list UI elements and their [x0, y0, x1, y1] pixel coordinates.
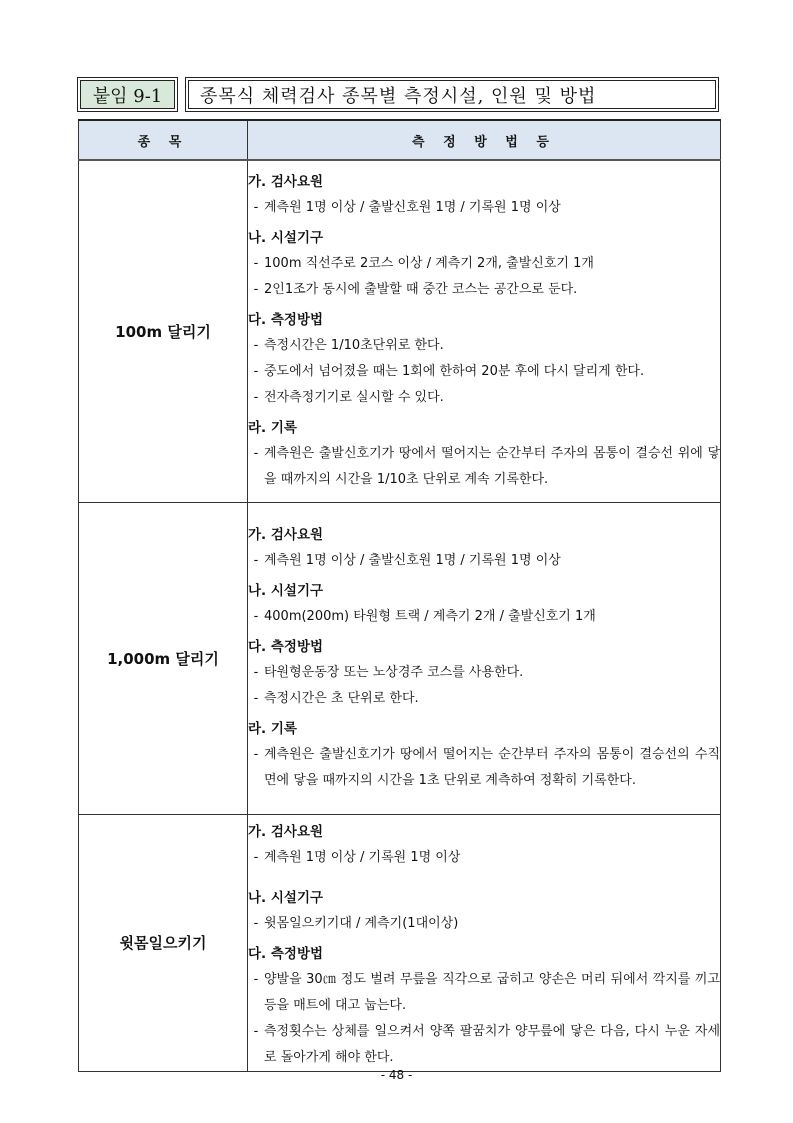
- page-number: - 48 -: [380, 1068, 413, 1082]
- title-box: [77, 77, 597, 114]
- list-item: - 계측원 1명 이상 / 출발신호원 1명 / 기록원 1명 이상: [253, 553, 561, 568]
- section-heading: 다. 측정방법: [248, 945, 324, 962]
- list-item: - 계측원 1명 이상 / 출발신호원 1명 / 기록원 1명 이상: [253, 200, 561, 216]
- list-item: - 측정시간은 초 단위로 한다.: [253, 691, 419, 706]
- attachment-tag: 붙임 9-1: [77, 77, 178, 112]
- section-heading: 나. 시설기구: [248, 583, 324, 599]
- event-name: 1,000m 달리기: [79, 502, 248, 814]
- event-name: 100m 달리기: [79, 160, 248, 502]
- table-row: [79, 160, 721, 502]
- section-heading: 다. 측정방법: [248, 312, 324, 329]
- event-name: 윗몸일으키기: [79, 814, 248, 1071]
- section-heading: 가. 검사요원: [248, 823, 324, 840]
- table-header-row: [79, 120, 721, 160]
- list-item: - 계측원 1명 이상 / 기록원 1명 이상: [253, 849, 461, 865]
- table-row: [79, 814, 721, 1071]
- method-cell: [248, 814, 721, 1071]
- method-cell: [248, 160, 721, 502]
- measurement-table: [78, 119, 721, 1072]
- header-event: 종 목: [79, 120, 248, 160]
- section-heading: 나. 시설기구: [248, 230, 324, 247]
- list-item: - 계측원은 출발신호기가 땅에서 떨어지는 순간부터 주자의 몸통이 결승선의 수직면에 닿을 때까지의 시간을 1초 단위로 계측하여 정확히 기록한다.: [253, 747, 720, 788]
- header-method: 측 정 방 법 등: [248, 120, 721, 160]
- section-heading: 가. 검사요원: [248, 174, 324, 191]
- list-item: - 양발을 30㎝ 정도 벌려 무릎을 직각으로 굽히고 양손은 머리 뒤에서 깍지를 끼고 등을 매트에 대고 눕는다.: [253, 971, 720, 1013]
- section-heading: 나. 시설기구: [248, 889, 324, 906]
- section-heading: 라. 기록: [248, 420, 297, 437]
- list-item: - 측정횟수는 상체를 일으켜서 양쪽 팔꿈치가 양무릎에 닿은 다음, 다시 누운 자세로 돌아가게 해야 한다.: [253, 1023, 720, 1065]
- list-item: - 타원형운동장 또는 노상경주 코스를 사용한다.: [253, 665, 524, 680]
- method-cell: [248, 502, 721, 814]
- list-item: - 전자측정기기로 실시할 수 있다.: [253, 390, 444, 406]
- list-item: - 100m 직선주로 2코스 이상 / 계측기 2개, 출발신호기 1개: [253, 256, 594, 272]
- list-item: - 2인1조가 동시에 출발할 때 중간 코스는 공간으로 둔다.: [253, 282, 578, 298]
- list-item: - 측정시간은 1/10초단위로 한다.: [253, 338, 444, 354]
- document-title: 종목식 체력검사 종목별 측정시설, 인원 및 방법: [185, 77, 719, 112]
- section-heading: 다. 측정방법: [248, 639, 324, 655]
- table-row: [79, 502, 721, 814]
- list-item: - 윗몸일으키기대 / 계측기(1대이상): [253, 915, 459, 931]
- section-heading: 가. 검사요원: [248, 527, 324, 543]
- section-heading: 라. 기록: [248, 721, 297, 737]
- list-item: - 중도에서 넘어졌을 때는 1회에 한하여 20분 후에 다시 달리게 한다.: [253, 364, 645, 380]
- list-item: - 계측원은 출발신호기가 땅에서 떨어지는 순간부터 주자의 몸통이 결승선 위에 닿을 때까지의 시간을 1/10초 단위로 계속 기록한다.: [253, 446, 720, 488]
- list-item: - 400m(200m) 타원형 트랙 / 계측기 2개 / 출발신호기 1개: [253, 609, 596, 624]
